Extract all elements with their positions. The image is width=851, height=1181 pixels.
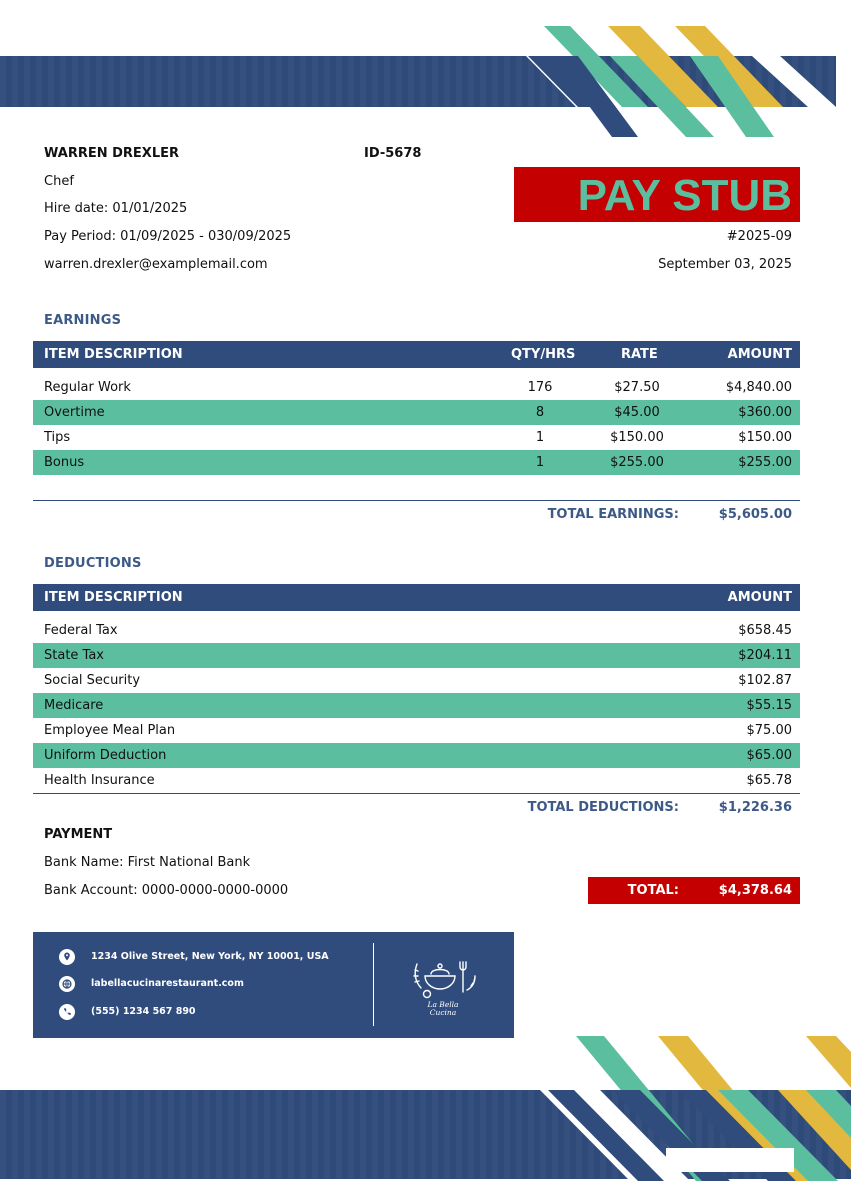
footer-phone: (555) 1234 567 890 (91, 1006, 196, 1017)
footer-website: labellacucinarestaurant.com (91, 978, 244, 989)
row-amount: $658.45 (738, 623, 792, 638)
row-rate: $150.00 (610, 430, 664, 445)
globe-icon (59, 976, 75, 992)
table-row (33, 668, 800, 693)
employee-title: Chef (44, 174, 74, 189)
row-description: Tips (44, 430, 71, 445)
phone-icon (59, 1004, 75, 1020)
employee-name: WARREN DREXLER (44, 146, 180, 161)
employee-id: ID-5678 (364, 146, 422, 161)
deductions-col-amount: AMOUNT (727, 590, 792, 605)
row-amount: $102.87 (738, 673, 792, 688)
row-description: Regular Work (44, 380, 131, 395)
footer-address: 1234 Olive Street, New York, NY 10001, USA (91, 951, 329, 962)
deductions-col-description: ITEM DESCRIPTION (44, 590, 183, 605)
table-row (33, 768, 800, 793)
deductions-title: DEDUCTIONS (44, 556, 142, 571)
row-rate: $27.50 (614, 380, 660, 395)
row-rate: $45.00 (614, 405, 660, 420)
bank-account: Bank Account: 0000-0000-0000-0000 (44, 883, 289, 898)
location-pin-icon (59, 949, 75, 965)
pay-stub-title-box (514, 167, 800, 222)
earnings-col-amount: AMOUNT (727, 347, 792, 362)
table-row (33, 693, 800, 718)
restaurant-logo (405, 956, 481, 1016)
row-description: Uniform Deduction (44, 748, 167, 763)
earnings-title: EARNINGS (44, 313, 122, 328)
row-description: Health Insurance (44, 773, 155, 788)
bank-name: Bank Name: First National Bank (44, 855, 251, 870)
stub-date: September 03, 2025 (658, 257, 792, 272)
row-description: Bonus (44, 455, 85, 470)
total-earnings-value: $5,605.00 (718, 507, 792, 522)
row-description: Employee Meal Plan (44, 723, 176, 738)
table-row (33, 450, 800, 475)
row-amount: $204.11 (738, 648, 792, 663)
row-description: Medicare (44, 698, 104, 713)
deductions-header (33, 584, 800, 611)
row-amount: $4,840.00 (725, 380, 792, 395)
hire-date: Hire date: 01/01/2025 (44, 201, 188, 216)
table-row (33, 643, 800, 668)
table-row (33, 425, 800, 450)
earnings-col-rate: RATE (621, 347, 658, 362)
footer-divider (373, 943, 374, 1026)
row-description: Federal Tax (44, 623, 118, 638)
row-amount: $75.00 (746, 723, 792, 738)
row-amount: $65.00 (746, 748, 792, 763)
pay-stub-title: PAY STUB (577, 171, 792, 220)
row-amount: $360.00 (738, 405, 792, 420)
row-description: Overtime (44, 405, 105, 420)
total-label: TOTAL: (627, 883, 679, 898)
stub-number: #2025-09 (726, 229, 792, 244)
row-qty: 1 (535, 455, 545, 470)
total-deductions-label: TOTAL DEDUCTIONS: (527, 800, 679, 815)
deductions-divider (33, 793, 800, 794)
footer-contact-box (33, 932, 514, 1038)
table-row (33, 400, 800, 425)
footer-stripes (540, 1030, 851, 1181)
employee-email: warren.drexler@examplemail.com (44, 257, 268, 272)
table-row (33, 718, 800, 743)
row-rate: $255.00 (610, 455, 664, 470)
row-qty: 1 (535, 430, 545, 445)
row-amount: $65.78 (746, 773, 792, 788)
table-row (33, 375, 800, 400)
row-qty: 176 (527, 380, 553, 395)
earnings-divider (33, 500, 800, 501)
earnings-col-description: ITEM DESCRIPTION (44, 347, 183, 362)
row-amount: $255.00 (738, 455, 792, 470)
row-amount: $150.00 (738, 430, 792, 445)
row-description: Social Security (44, 673, 141, 688)
earnings-col-qty: QTY/HRS (511, 347, 576, 362)
earnings-header (33, 341, 800, 368)
total-deductions-value: $1,226.36 (718, 800, 792, 815)
table-row (33, 743, 800, 768)
pay-period: Pay Period: 01/09/2025 - 030/09/2025 (44, 229, 292, 244)
row-description: State Tax (44, 648, 104, 663)
row-amount: $55.15 (746, 698, 792, 713)
header-stripes (520, 20, 851, 145)
logo-text-line-1: La Bella (427, 1000, 459, 1009)
logo-text-line-2: Cucina (429, 1008, 457, 1017)
chef-pot-icon (405, 956, 481, 1004)
payment-title: PAYMENT (44, 827, 113, 842)
total-box (588, 877, 800, 904)
row-qty: 8 (535, 405, 545, 420)
total-earnings-label: TOTAL EARNINGS: (547, 507, 679, 522)
table-row (33, 618, 800, 643)
total-value: $4,378.64 (718, 883, 792, 898)
